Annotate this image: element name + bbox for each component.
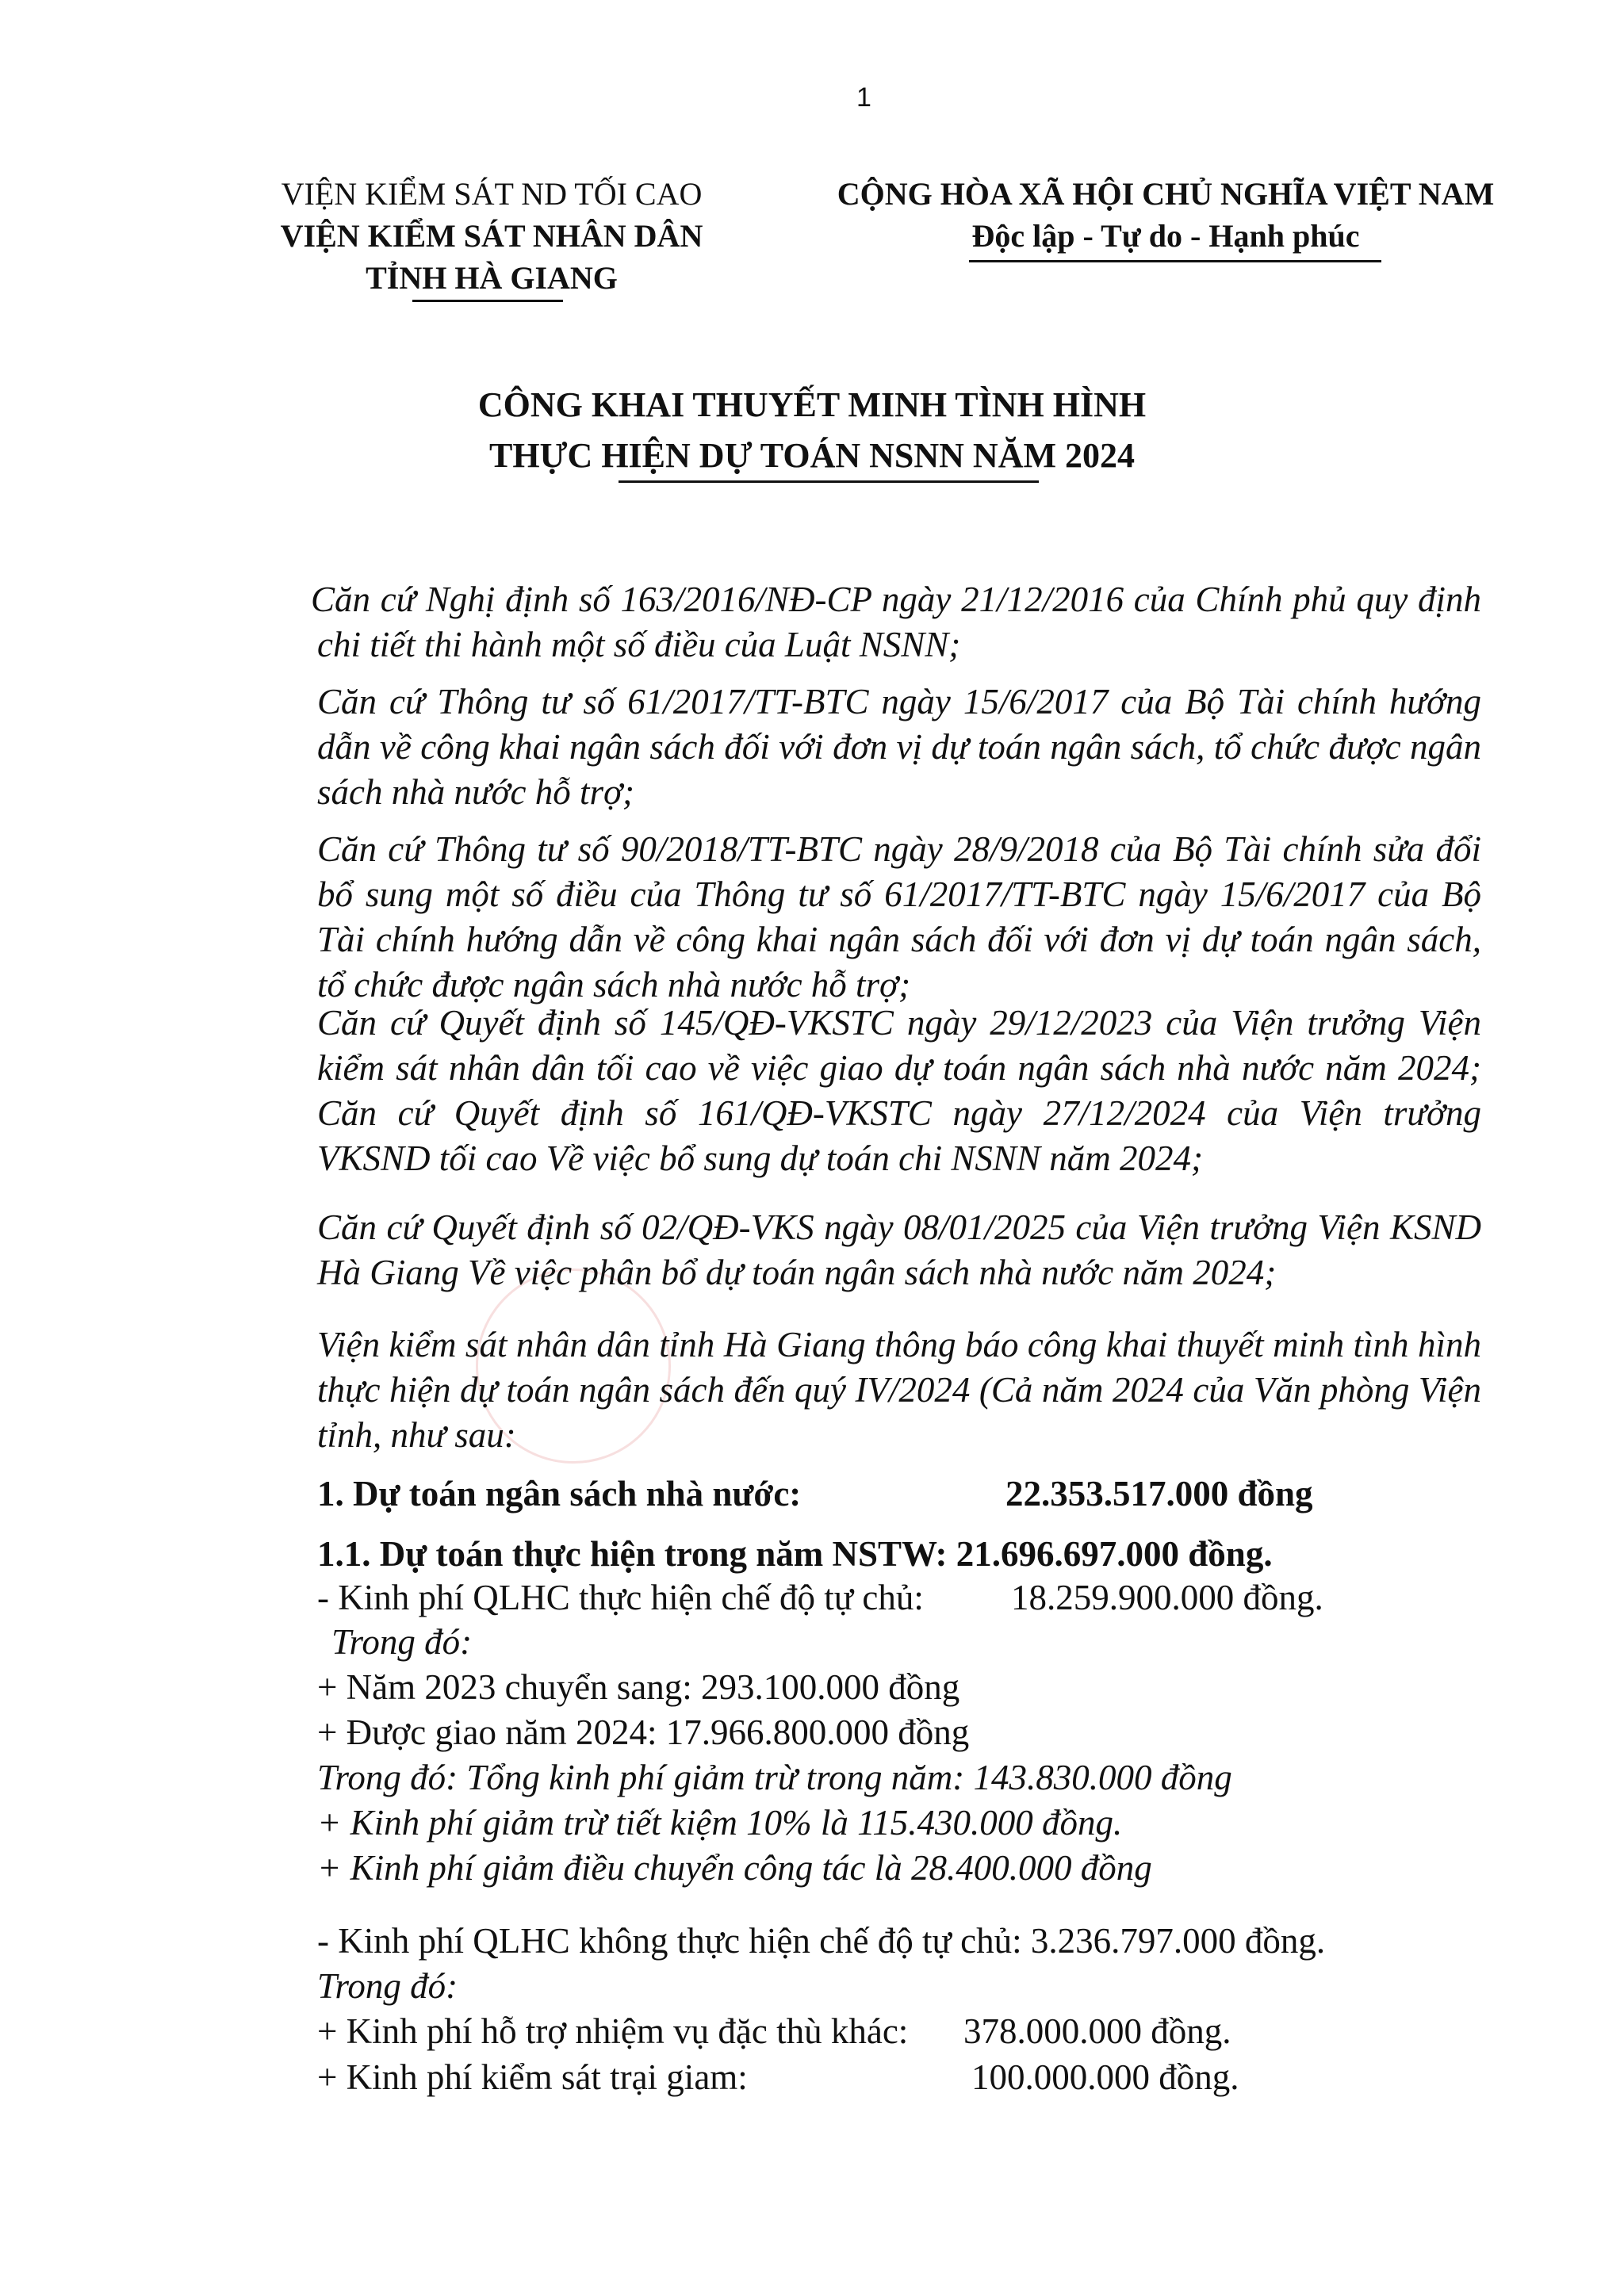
- autonomous-label: - Kinh phí QLHC thực hiện chế độ tự chủ:: [317, 1578, 924, 1617]
- prison-supervision-label: + Kinh phí kiểm sát trại giam:: [317, 2057, 748, 2097]
- autonomous-amount: 18.259.900.000 đồng.: [1011, 1578, 1323, 1617]
- basis-paragraph: Căn cứ Thông tư số 90/2018/TT-BTC ngày 28/9/2018 của Bộ Tài chính sửa đổi bổ sung một số điều của Thông tư số 61/2017/TT-BTC ngày 15/6/2017 của Bộ Tài chính hướng dẫn về công khai ngân sách đối với đơn vị dự toán ngân sách, tổ chức được ngân sách nhà nước hỗ trợ;: [317, 829, 1481, 1004]
- basis-paragraph: Căn cứ Thông tư số 61/2017/TT-BTC ngày 15/6/2017 của Bộ Tài chính hướng dẫn về công khai ngân sách đối với đơn vị dự toán ngân sách, tổ chức được ngân sách nhà nước hỗ trợ;: [317, 682, 1481, 812]
- reduction-total-line: Trong đó: Tổng kinh phí giảm trừ trong năm: 143.830.000 đồng: [317, 1758, 1232, 1797]
- assigned-2024-line: + Được giao năm 2024: 17.966.800.000 đồng: [317, 1712, 970, 1752]
- basis-paragraph: Căn cứ Nghị định số 163/2016/NĐ-CP ngày 21/12/2016 của Chính phủ quy định chi tiết thi hành một số điều của Luật NSNN;: [311, 580, 1481, 664]
- issuer-underline: [412, 300, 563, 302]
- national-title: CỘNG HÒA XÃ HỘI CHỦ NGHĨA VIỆT NAM: [837, 176, 1495, 212]
- page-number: 1: [856, 82, 871, 113]
- announcement-paragraph: Viện kiểm sát nhân dân tỉnh Hà Giang thông báo công khai thuyết minh tình hình thực hiện dự toán ngân sách đến quý IV/2024 (Cả năm 2024 của Văn phòng Viện tỉnh, như sau:: [317, 1325, 1481, 1455]
- national-motto: Độc lập - Tự do - Hạnh phúc: [971, 218, 1360, 254]
- non-autonomous-line: - Kinh phí QLHC không thực hiện chế độ tự chủ: 3.236.797.000 đồng.: [317, 1921, 1326, 1961]
- section-1-label: 1. Dự toán ngân sách nhà nước:: [317, 1474, 802, 1513]
- special-task-amount: 378.000.000 đồng.: [963, 2011, 1231, 2051]
- issuer-agency: VIỆN KIỂM SÁT NHÂN DÂN: [280, 218, 703, 254]
- title-underline: [619, 480, 1039, 483]
- issuer-province: TỈNH HÀ GIANG: [366, 260, 618, 296]
- non-autonomous-trong-do: Trong đó:: [317, 1966, 458, 2006]
- title-line-2: THỰC HIỆN DỰ TOÁN NSNN NĂM 2024: [488, 436, 1136, 475]
- title-line-1: CÔNG KHAI THUYẾT MINH TÌNH HÌNH: [477, 385, 1147, 424]
- prison-supervision-amount: 100.000.000 đồng.: [971, 2057, 1239, 2097]
- carried-over-line: + Năm 2023 chuyển sang: 293.100.000 đồng: [317, 1667, 960, 1707]
- basis-paragraph: Căn cứ Quyết định số 02/QĐ-VKS ngày 08/01/2025 của Viện trưởng Viện KSND Hà Giang Về việc phân bổ dự toán ngân sách nhà nước năm 2024;: [317, 1207, 1481, 1292]
- section-1-1-line: 1.1. Dự toán thực hiện trong năm NSTW: 21.696.697.000 đồng.: [317, 1534, 1273, 1574]
- issuer-parent-agency: VIỆN KIỂM SÁT ND TỐI CAO: [281, 176, 703, 212]
- basis-paragraph: Căn cứ Quyết định số 145/QĐ-VKSTC ngày 29/12/2023 của Viện trưởng Viện kiểm sát nhân dân tối cao về việc giao dự toán ngân sách nhà nước năm 2024; Căn cứ Quyết định số 161/QĐ-VKSTC ngày 27/12/2024 của Viện trưởng VKSND tối cao Về việc bổ sung dự toán chi NSNN năm 2024;: [317, 1003, 1481, 1178]
- special-task-label: + Kinh phí hỗ trợ nhiệm vụ đặc thù khác:: [317, 2011, 909, 2051]
- motto-underline: [969, 260, 1381, 262]
- autonomous-trong-do: Trong đó:: [331, 1622, 473, 1662]
- reduction-saving-line: + Kinh phí giảm trừ tiết kiệm 10% là 115.430.000 đồng.: [317, 1803, 1123, 1843]
- section-1-amount: 22.353.517.000 đồng: [1005, 1474, 1313, 1513]
- reduction-transfer-line: + Kinh phí giảm điều chuyển công tác là 28.400.000 đồng: [317, 1848, 1152, 1888]
